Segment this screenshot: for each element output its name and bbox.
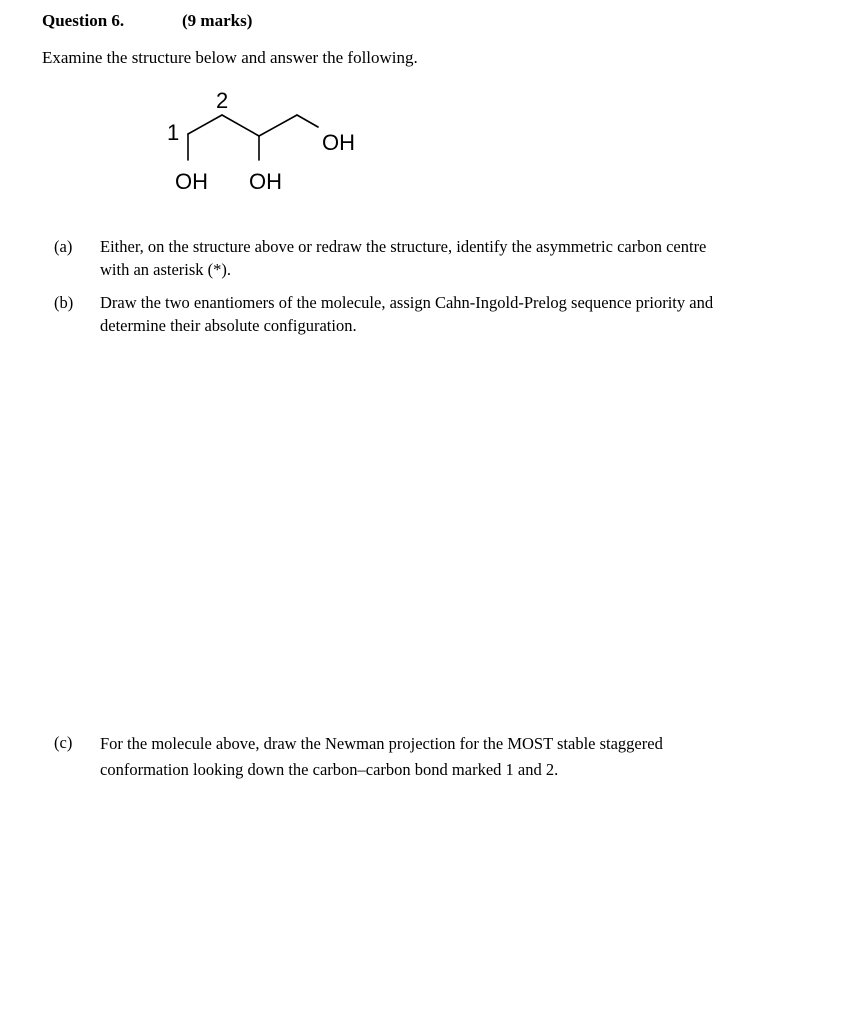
molecule-structure (160, 82, 420, 202)
part-b-line1: Draw the two enantiomers of the molecule, assign Cahn-Ingold-Prelog sequence priority and (100, 293, 714, 312)
part-b-text (100, 291, 830, 337)
bond-c1-c2 (188, 115, 222, 134)
bond-c2-c3 (222, 115, 259, 136)
hydroxyl-c1: OH (175, 169, 208, 194)
part-b-line2: determine their absolute configuration. (100, 316, 357, 335)
carbon-1-label: 1 (167, 120, 180, 145)
question-marks: (9 marks) (182, 11, 253, 30)
bond-c3-c4 (259, 115, 297, 136)
question-title: Question 6. (42, 11, 125, 30)
molecule-bonds (188, 115, 318, 160)
part-a-text (100, 235, 830, 281)
part-a-line2: with an asterisk (*). (100, 260, 232, 279)
hydroxyl-chain-end: OH (322, 130, 355, 155)
carbon-2-label: 2 (216, 88, 229, 113)
question-instruction: Examine the structure below and answer the following. (42, 48, 418, 67)
part-b-label: (b) (54, 293, 74, 312)
bond-c4-oh (297, 115, 318, 127)
part-c-line1: For the molecule above, draw the Newman projection for the MOST stable staggered (100, 734, 663, 753)
hydroxyl-c2: OH (249, 169, 282, 194)
part-c-label: (c) (54, 733, 73, 752)
part-c-line2: conformation looking down the carbon–carbon bond marked 1 and 2. (100, 760, 559, 779)
part-a-label: (a) (54, 237, 73, 256)
part-c-text (100, 731, 830, 783)
part-a-line1: Either, on the structure above or redraw the structure, identify the asymmetric carbon centre (100, 237, 707, 256)
